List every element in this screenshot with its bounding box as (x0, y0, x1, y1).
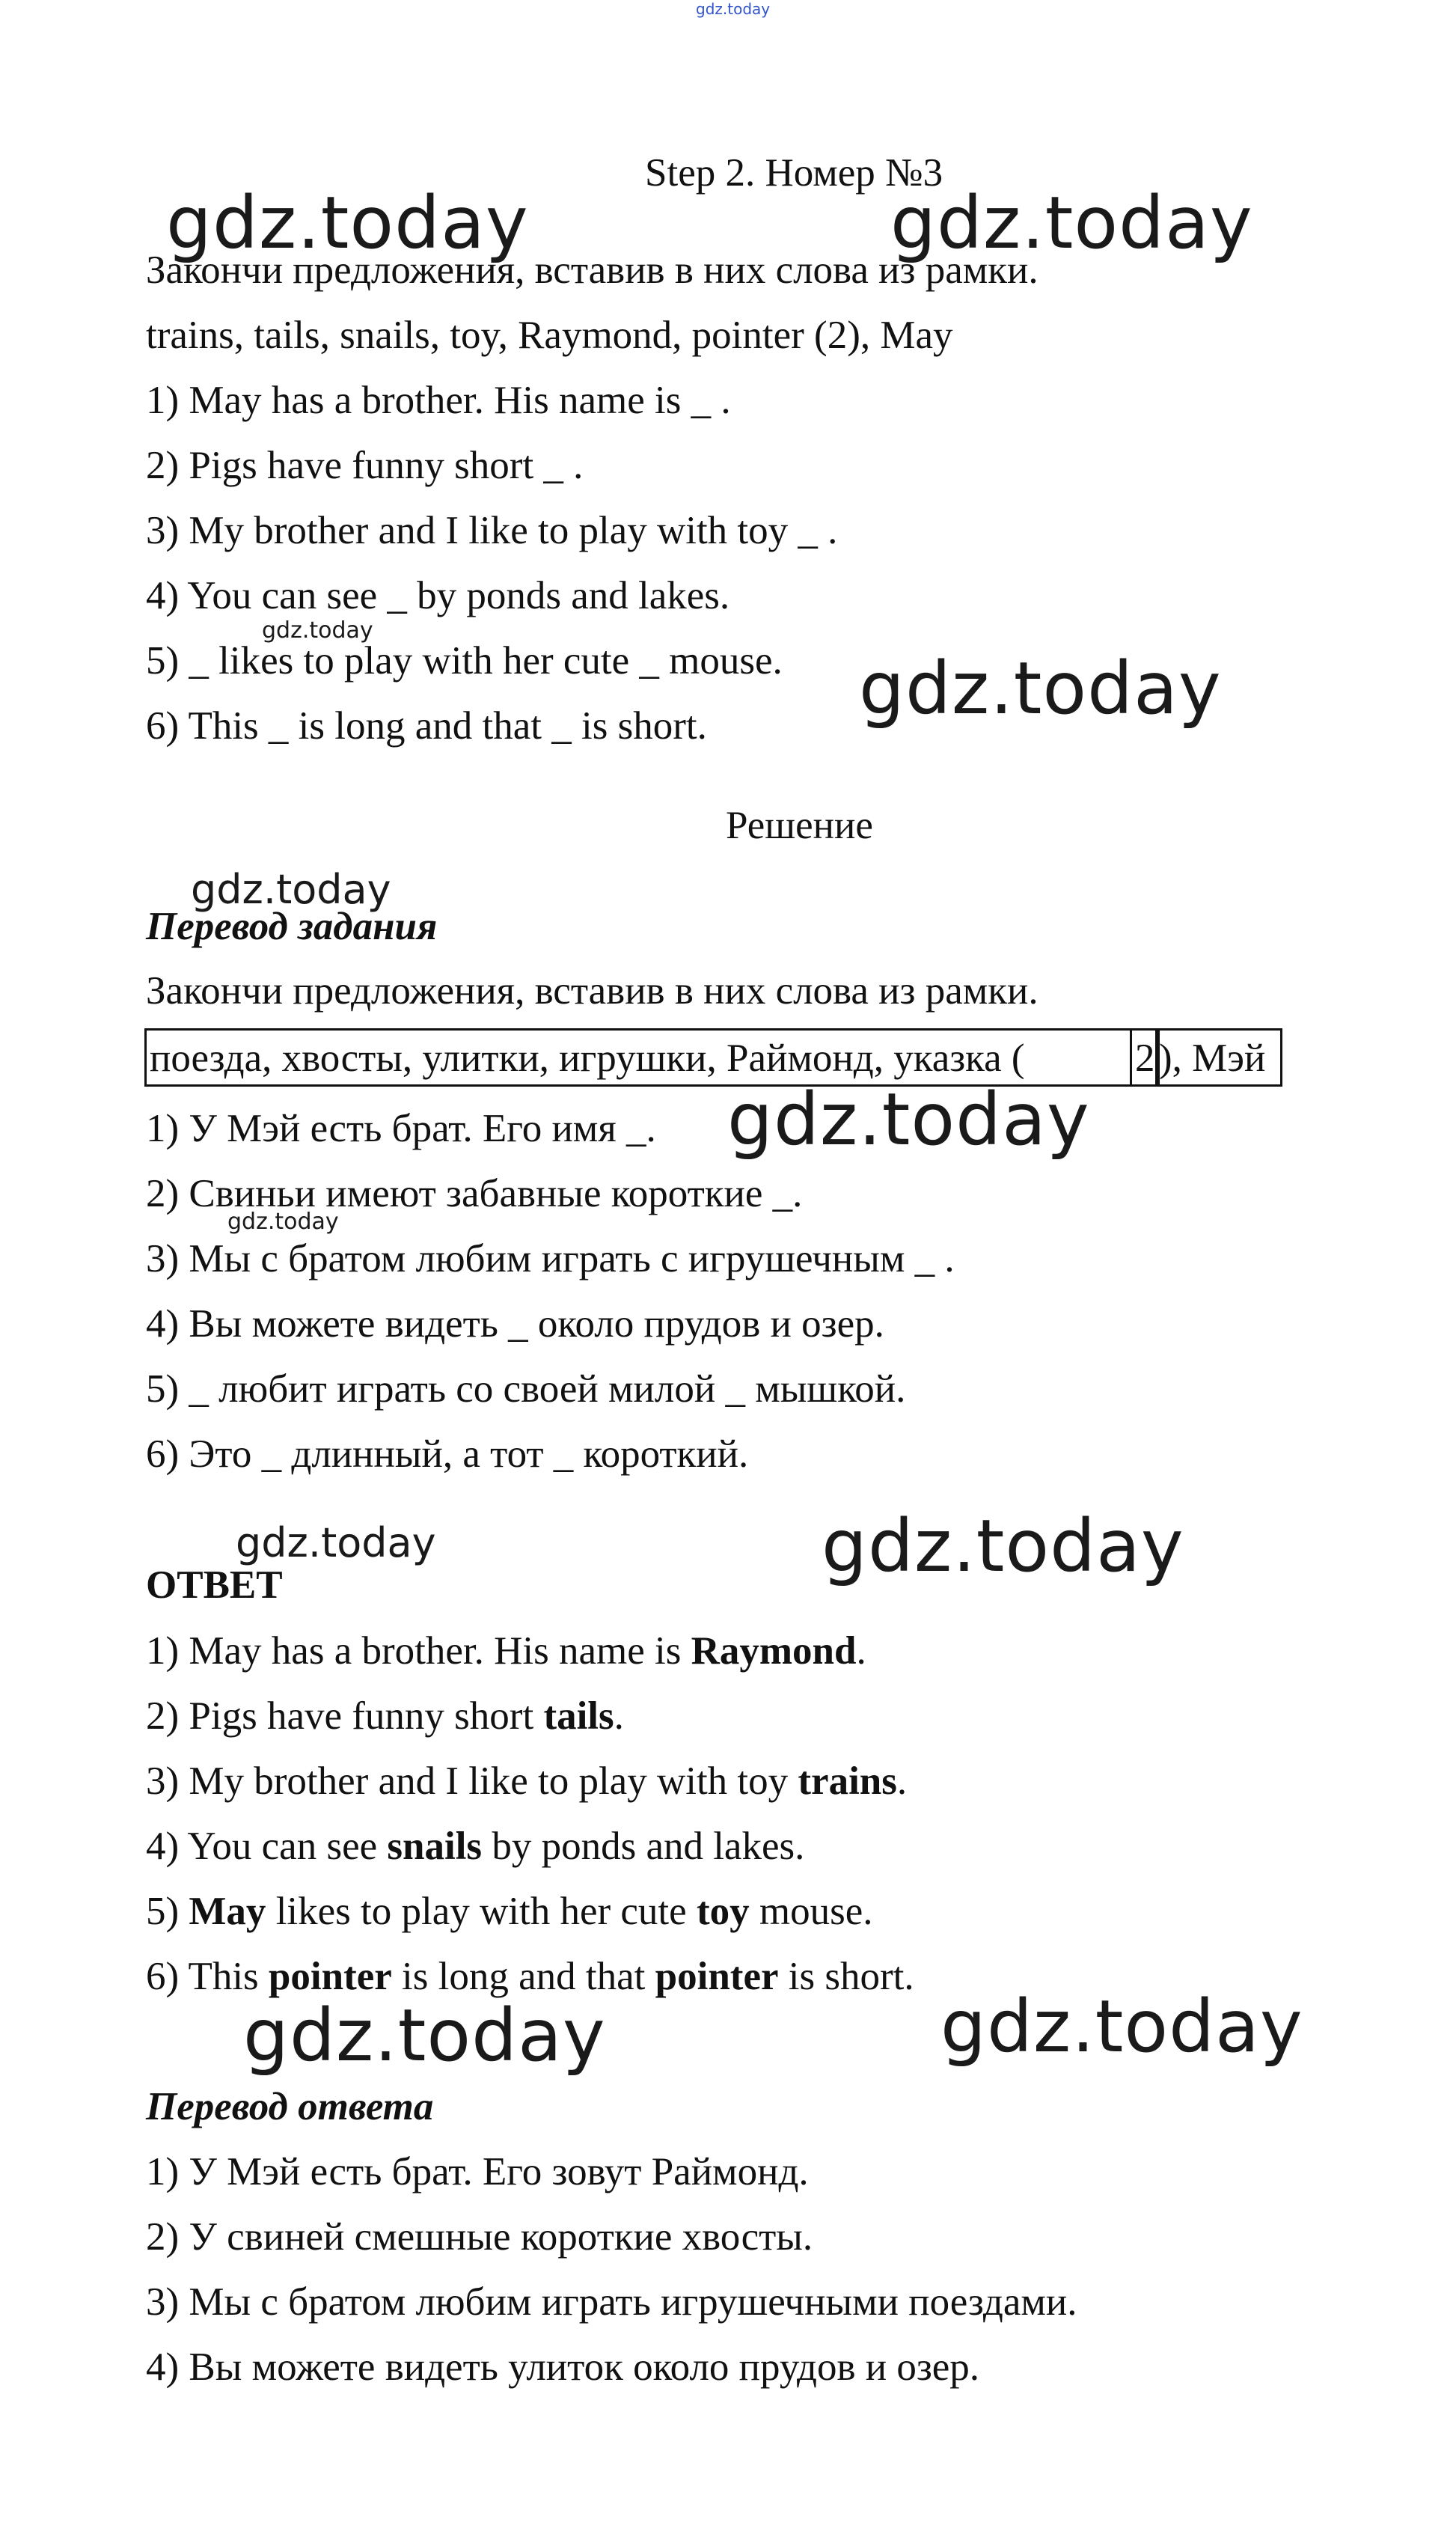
watermark: gdz.today (236, 1519, 436, 1566)
answer-word: pointer (268, 1955, 392, 1998)
watermark: gdz.today (243, 1994, 606, 2077)
answer-word: tails (543, 1694, 614, 1738)
answer-translation-line: 4) Вы можете видеть улиток около прудов и озер. (146, 2345, 980, 2389)
watermark: gdz.today (822, 1504, 1184, 1588)
task-sentence: 6) This _ is long and that _ is short. (146, 704, 707, 748)
answer-text: 3) My brother and I like to play with toy (146, 1759, 798, 1803)
answer-word: Raymond (691, 1629, 857, 1673)
answer-word: snails (387, 1825, 483, 1868)
answer-translation-heading: Перевод ответа (146, 2085, 434, 2128)
answer-text: by ponds and lakes. (482, 1825, 805, 1868)
answer-translation-line: 2) У свиней смешные короткие хвосты. (146, 2215, 813, 2259)
answer-text: . (614, 1694, 624, 1738)
answer-translation-line: 1) У Мэй есть брат. Его зовут Раймонд. (146, 2150, 809, 2193)
answer-translation-line: 3) Мы с братом любим играть игрушечными поездами. (146, 2280, 1077, 2324)
answer-text: is long and that (391, 1955, 655, 1998)
translation-heading: Перевод задания (146, 905, 438, 948)
translation-instruction: Закончи предложения, вставив в них слова из рамки. (146, 969, 1039, 1013)
answer-line (146, 1957, 914, 1997)
translation-sentence: 3) Мы с братом любим играть с игрушечным _ . (146, 1237, 955, 1280)
task-sentence: 3) My brother and I like to play with toy _ . (146, 509, 838, 552)
answer-text: is short. (778, 1955, 914, 1998)
word-box-text: 2 (1135, 1037, 1155, 1080)
answer-text: 5) (146, 1890, 189, 1933)
task-instruction: Закончи предложения, вставив в них слова из рамки. (146, 248, 1039, 292)
answer-line (146, 1827, 804, 1866)
answer-line (146, 1694, 624, 1738)
answer-text: 6) This (146, 1955, 269, 1998)
watermark: gdz.today (727, 1078, 1090, 1161)
answer-word: trains (798, 1759, 897, 1803)
answer-text: . (896, 1759, 908, 1803)
watermark: gdz.today (227, 1209, 339, 1235)
answer-line (146, 1759, 908, 1803)
page-title: Step 2. Номер №3 (645, 151, 943, 195)
watermark-tiny: gdz.today (696, 0, 771, 18)
watermark: gdz.today (262, 617, 373, 644)
answer-text: 2) Pigs have funny short (146, 1694, 544, 1738)
answer-word: toy (696, 1890, 750, 1933)
answer-text: . (856, 1629, 866, 1673)
watermark: gdz.today (859, 647, 1222, 730)
task-sentence: 5) _ likes to play with her cute _ mouse. (146, 639, 783, 683)
task-sentence: 1) May has a brother. His name is _ . (146, 379, 731, 422)
answer-line (146, 1892, 872, 1932)
translation-sentence: 2) Свиньи имеют забавные короткие _. (146, 1172, 803, 1215)
answer-word: May (189, 1890, 266, 1933)
task-sentence: 2) Pigs have funny short _ . (146, 444, 584, 487)
watermark: gdz.today (890, 181, 1253, 265)
word-box-text: поезда, хвосты, улитки, игрушки, Раймонд, указка ( (150, 1037, 1025, 1080)
answer-text: mouse. (749, 1890, 873, 1933)
task-sentence: 4) You can see _ by ponds and lakes. (146, 574, 730, 617)
word-box-text: ), Мэй (1159, 1037, 1266, 1080)
answer-heading: ОТВЕТ (146, 1563, 283, 1607)
translation-sentence: 4) Вы можете видеть _ около прудов и озер. (146, 1302, 884, 1346)
watermark: gdz.today (940, 1985, 1303, 2069)
task-word-list: trains, tails, snails, toy, Raymond, pointer (2), May (146, 314, 953, 357)
watermark: gdz.today (166, 181, 529, 265)
answer-text: likes to play with her cute (266, 1890, 697, 1933)
translation-sentence: 5) _ любит играть со своей милой _ мышкой. (146, 1367, 906, 1411)
translation-sentence: 1) У Мэй есть брат. Его имя _. (146, 1107, 656, 1150)
answer-line (146, 1631, 866, 1671)
watermark: gdz.today (191, 866, 391, 913)
solution-heading: Решение (726, 804, 873, 847)
translation-sentence: 6) Это _ длинный, а тот _ короткий. (146, 1432, 749, 1476)
answer-text: 1) May has a brother. His name is (146, 1629, 691, 1673)
answer-word: pointer (655, 1955, 779, 1998)
answer-text: 4) You can see (146, 1825, 388, 1868)
